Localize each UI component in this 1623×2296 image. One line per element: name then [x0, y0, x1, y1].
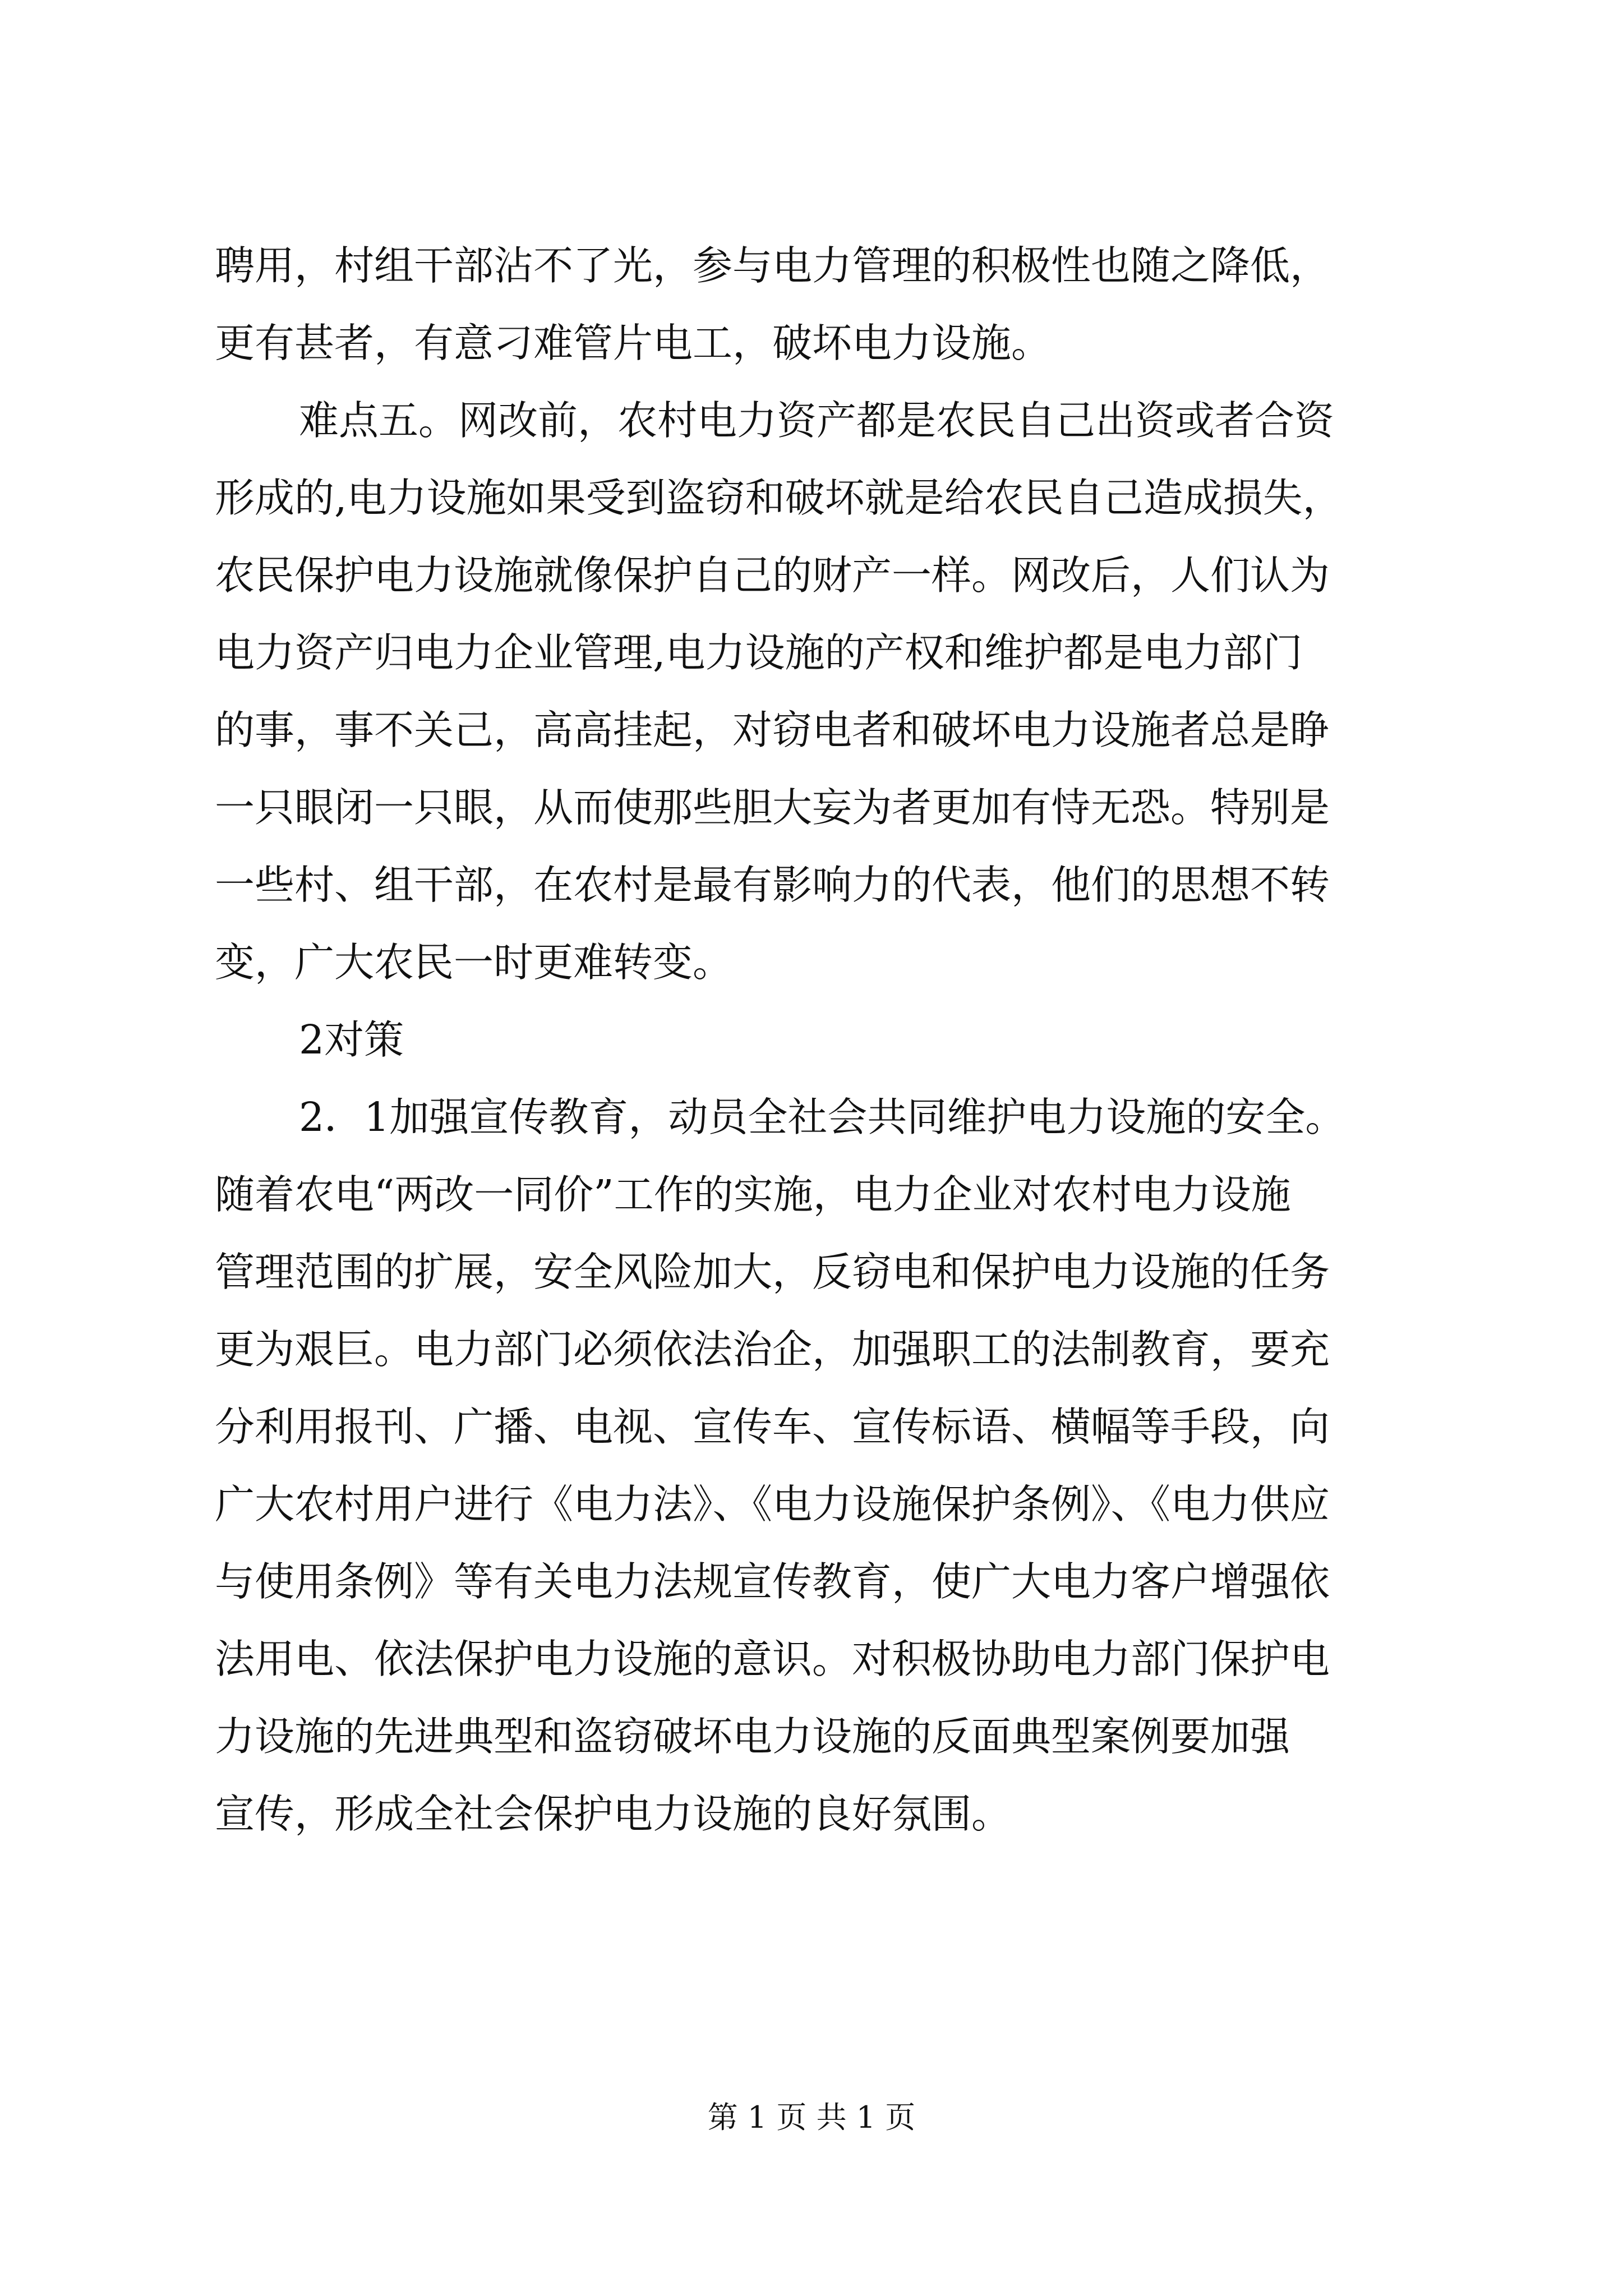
text-line: 形成的,电力设施如果受到盗窃和破坏就是给农民自己造成损失，: [215, 475, 1343, 521]
text-line: 宣传，形成全社会保护电力设施的良好氛围。: [215, 1791, 1012, 1837]
text-line: 一只眼闭一只眼，从而使那些胆大妄为者更加有恃无恐。特别是: [215, 784, 1330, 831]
text-line: 管理范围的扩展，安全风险加大，反窃电和保护电力设施的任务: [215, 1249, 1330, 1295]
text-line: 广大农村用户进行《电力法》、《电力设施保护条例》、《电力供应: [215, 1481, 1330, 1527]
text-line: 变，广大农民一时更难转变。: [215, 939, 733, 986]
text-line: 随着农电“两改一同价”工作的实施，电力企业对农村电力设施: [215, 1171, 1291, 1218]
text-line: 分利用报刊、广播、电视、宣传车、宣传标语、横幅等手段，向: [215, 1404, 1330, 1450]
text-line: 的事，事不关己，高高挂起，对窃电者和破坏电力设施者总是睁: [215, 707, 1330, 753]
text-line: 力设施的先进典型和盗窃破坏电力设施的反面典型案例要加强: [215, 1713, 1290, 1760]
text-line: 农民保护电力设施就像保护自己的财产一样。网改后，人们认为: [215, 552, 1330, 599]
text-line: 更为艰巨。电力部门必须依法治企，加强职工的法制教育，要充: [215, 1326, 1330, 1373]
text-line: 更有甚者，有意刁难管片电工，破坏电力设施。: [215, 320, 1052, 366]
text-line: 一些村、组干部，在农村是最有影响力的代表，他们的思想不转: [215, 862, 1330, 908]
document-body: [215, 227, 1421, 1853]
text-line: 聘用，村组干部沾不了光，参与电力管理的积极性也随之降低，: [215, 242, 1330, 289]
page-footer: 第 1 页 共 1 页: [707, 2100, 916, 2135]
text-line: 与使用条例》等有关电力法规宣传教育，使广大电力客户增强依: [215, 1558, 1330, 1605]
section-heading: 2对策: [299, 1016, 404, 1063]
text-line: 电力资产归电力企业管理,电力设施的产权和维护都是电力部门: [215, 629, 1303, 676]
paragraph-start-line: 难点五。网改前，农村电力资产都是农民自己出资或者合资: [299, 397, 1335, 444]
text-line: 法用电、依法保护电力设施的意识。对积极协助电力部门保护电: [215, 1636, 1330, 1682]
subsection-heading-line: 2．1加强宣传教育，动员全社会共同维护电力设施的安全。: [299, 1094, 1345, 1140]
